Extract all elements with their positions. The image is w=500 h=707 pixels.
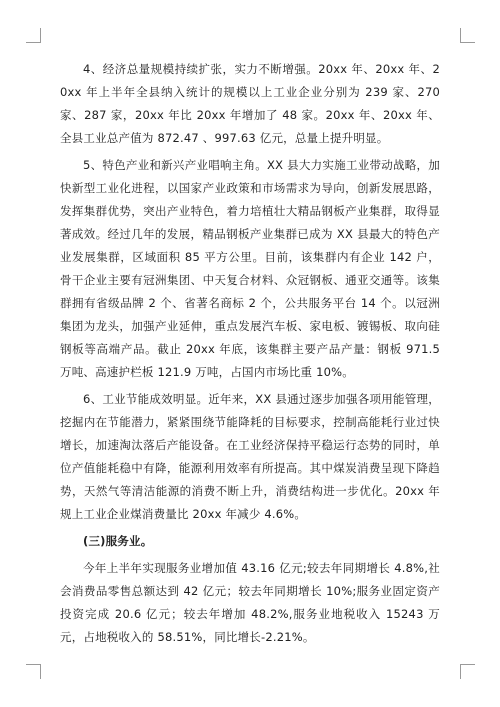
paragraph-energy-saving: 6、工业节能成效明显。近年来，XX 县通过逐步加强各项用能管理，挖掘内在节能潜力，紧紧围绕节能降耗的目标要求，控制高能耗行业过快增长，加速淘汰落后产能设备。在工业经济保持平稳运行态势的同时，单位产值能耗稳中有降，能源利用效率有所提高。其中煤炭消费呈现下降趋势，天然气等清洁能源的消费不断上升，消费结构进一步优化。20xx 年规上工业企业煤消费量比 20xx 年减少 4.6%。: [60, 392, 440, 521]
paragraph-economic-scale: 4、经济总量规模持续扩张，实力不断增强。20xx 年、20xx 年、20xx 年上半年全县纳入统计的规模以上工业企业分别为 239 家、270 家、287 家，20xx 年比 20xx 年增加了 48 家。20xx 年、20xx 年、全县工业总产值为 872.47 、997.63 亿元，总量上提升明显。: [60, 62, 440, 145]
crop-mark-top-right: [460, 28, 475, 43]
paragraph-services: 今年上半年实现服务业增加值 43.16 亿元;较去年同期增长 4.8%,社会消费品零售总额达到 42 亿元；较去年同期增长 10%;服务业固定资产投资完成 20.6 亿元；较去年增加 48.2%,服务业地税收入 15243 万元，占地税收入的 58.51%，同比增长-2.21%。: [60, 561, 440, 644]
crop-mark-bottom-left: [26, 664, 41, 679]
crop-mark-bottom-right: [460, 664, 475, 679]
section-heading-services: (三)服务业。: [83, 534, 153, 548]
paragraph-featured-industry: 5、特色产业和新兴产业唱响主角。XX 县大力实施工业带动战略，加快新型工业化进程，以国家产业政策和市场需求为导向，创新发展思路，发挥集群优势，突出产业特色，着力培植壮大精品钢板产业集群，取得显著成效。经过几年的发展，精品钢板产业集群已成为 XX 县最大的特色产业发展集群，区域面积 85 平方公里。目前，该集群内有企业 142 户，骨干企业主要有冠洲集团、中天复合材料、众冠钢板、通亚交通等。该集群拥有省级品牌 2 个、省著名商标 2 个，公共服务平台 14 个。以冠洲集团为龙头，加强产业延伸，重点发展汽车板、家电板、镀锡板、取向硅钢板等高端产品。截止 20xx 年底，该集群主要产品产量：钢板 971.5 万吨、高速护栏板 121.9 万吨，占国内市场比重 10%。: [60, 158, 440, 379]
document-body: [60, 58, 440, 653]
crop-mark-top-left: [26, 28, 41, 43]
